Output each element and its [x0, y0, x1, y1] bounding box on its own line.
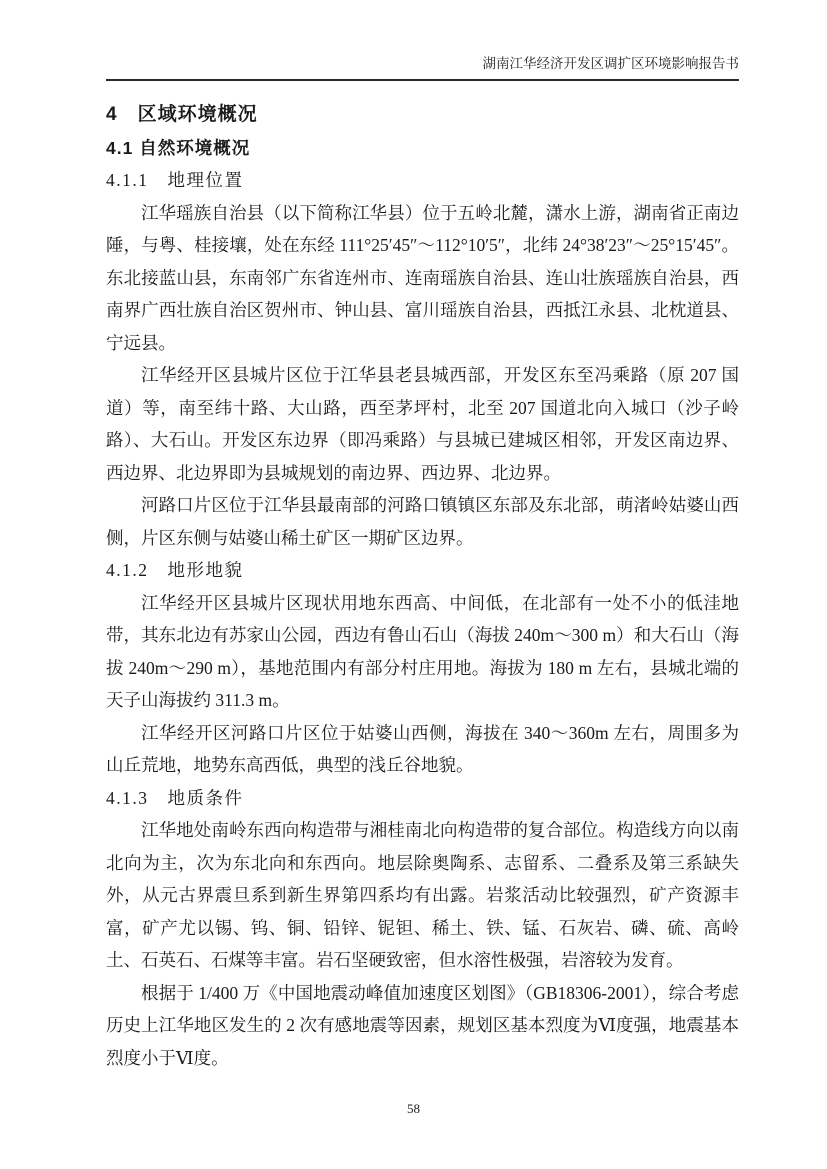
subsection-heading-geology: 4.1.3 地质条件: [106, 787, 244, 808]
subsection-heading-topography: 4.1.2 地形地貌: [106, 560, 244, 580]
body-paragraph: 江华经开区河路口片区位于姑婆山西侧，海拔在 340～360m 左右，周围多为山丘荒地，地势东高西低，典型的浅丘谷地貌。: [106, 722, 739, 775]
body-paragraph: 河路口片区位于江华县最南部的河路口镇镇区东部及东北部，萌渚岭姑婆山西侧，片区东侧与姑婆山稀土矿区一期矿区边界。: [106, 495, 739, 548]
page-footer: [0, 1101, 827, 1117]
section-heading: 4.1 自然环境概况: [106, 137, 251, 158]
header-title: 湖南江华经济开发区调扩区环境影响报告书: [482, 56, 739, 71]
document-body: [106, 99, 739, 1074]
body-paragraph: 江华瑶族自治县（以下简称江华县）位于五岭北麓，潇水上游，湖南省正南边陲，与粤、桂接壤，处在东经 111°25′45″～112°10′5″，北纬 24°38′23″～25°15′45″。东北接蓝山县，东南邻广东省连州市、连南瑶族自治县、连山壮族瑶族自治县，西南界广西壮族自治区贺州市、钟山县、富川瑶族自治县，西抵江永县、北枕道县、宁远县。: [106, 202, 739, 353]
body-paragraph: 江华经开区县城片区位于江华县老县城西部，开发区东至冯乘路（原 207 国道）等，南至纬十路、大山路，西至茅坪村，北至 207 国道北向入城口（沙子岭路）、大石山。开发区东边界（即冯乘路）与县城已建城区相邻，开发区南边界、西边界、北边界即为县城规划的南边界、西边界、北边界。: [106, 365, 739, 483]
body-paragraph: 江华经开区县城片区现状用地东西高、中间低，在北部有一处不小的低洼地带，其东北边有苏家山公园，西边有鲁山石山（海拔 240m～300 m）和大石山（海拔 240m～290 m），基地范围内有部分村庄用地。海拔为 180 m 左右，县城北端的天子山海拔约 311.3 m。: [106, 592, 739, 710]
body-paragraph: 根据于 1/400 万《中国地震动峰值加速度区划图》（GB18306-2001），综合考虑历史上江华地区发生的 2 次有感地震等因素，规划区基本烈度为Ⅵ度强，地震基本烈度小于Ⅵ度。: [106, 982, 739, 1068]
subsection-heading-geographic-location: 4.1.1 地理位置: [106, 170, 244, 190]
page-number: 58: [407, 1101, 420, 1116]
body-paragraph: 江华地处南岭东西向构造带与湘桂南北向构造带的复合部位。构造线方向以南北向为主，次为东北向和东西向。地层除奥陶系、志留系、二叠系及第三系缺失外，从元古界震旦系到新生界第四系均有出露。岩浆活动比较强烈，矿产资源丰富，矿产尤以锡、钨、铜、铅锌、铌钽、稀土、铁、锰、石灰岩、磷、硫、高岭土、石英石、石煤等丰富。岩石坚硬致密，但水溶性极强，岩溶较为发育。: [106, 820, 739, 970]
chapter-heading: 4 区域环境概况: [106, 104, 258, 125]
page-header: [106, 54, 739, 81]
